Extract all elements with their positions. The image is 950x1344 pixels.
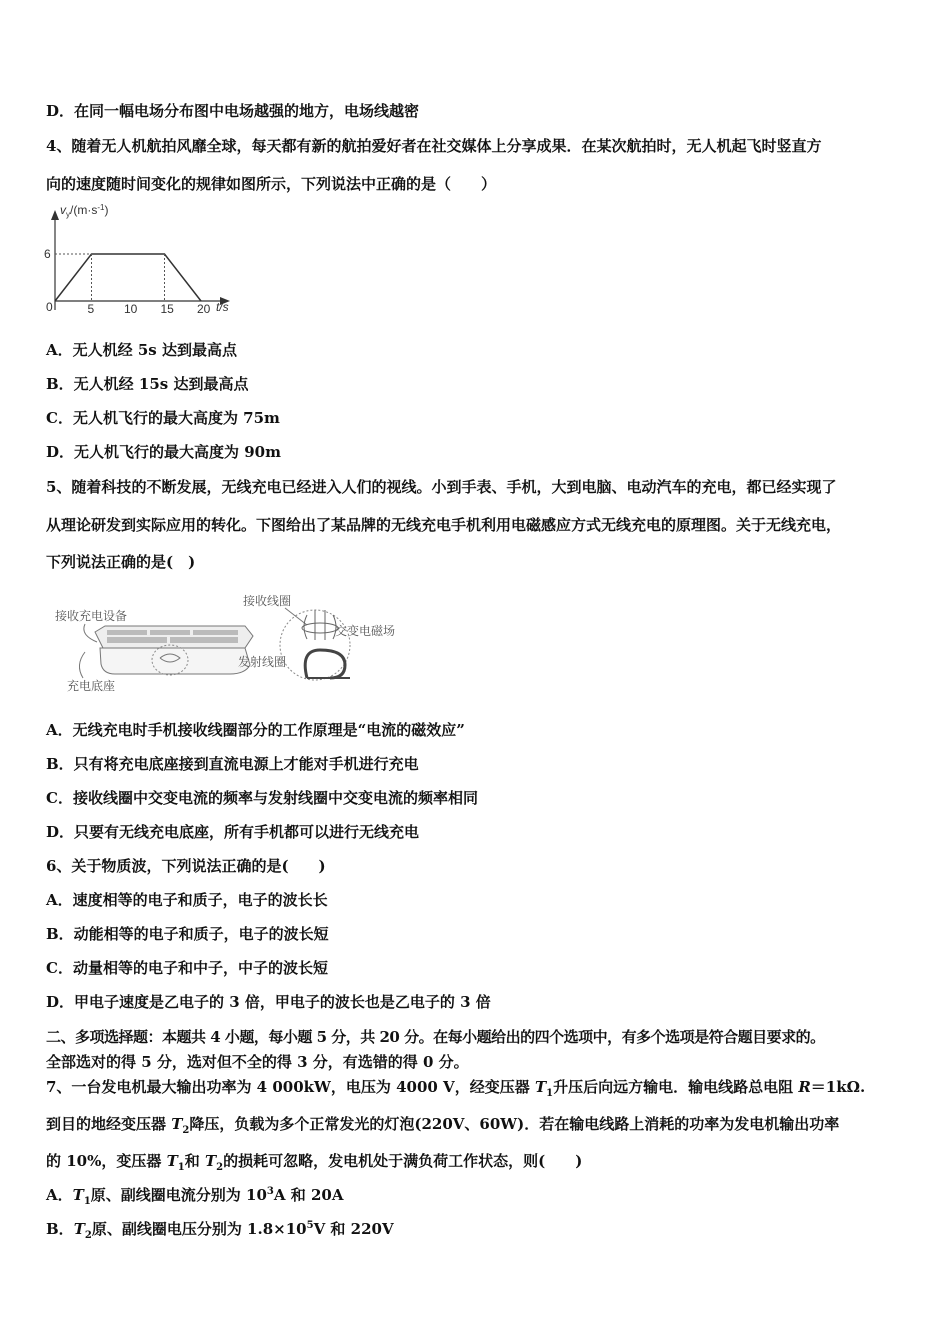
- vt-y-arrow: [51, 210, 59, 220]
- vt-x-tick-label: 15: [160, 302, 174, 316]
- q4-option-d: D．无人机飞行的最大高度为 90m: [46, 443, 281, 461]
- wireless-charger-figure: [45, 590, 395, 695]
- q5-stem-line-3: 下列说法正确的是( ): [46, 553, 196, 571]
- vt-x-tick-label: 5: [87, 302, 95, 316]
- vt-x-label: t/s: [216, 300, 229, 314]
- vt-series-line: [55, 254, 201, 301]
- q7-option-b: B．$T_2$原、副线圈电压分别为 $1.8\times 10^5V$ 和 220V: [46, 1220, 394, 1241]
- q5-stem-line-2: 从理论研发到实际应用的转化。下图给出了某品牌的无线充电手机利用电磁感应方式无线充电的原理图。关于无线充电，: [46, 516, 842, 534]
- section-2-header-line-1: 二、多项选择题：本题共 4 小题，每小题 5 分，共 20 分。在每小题给出的四个选项中，有多个选项是符合题目要求的。: [46, 1028, 825, 1046]
- q5-stem-line-1: 5、随着科技的不断发展，无线充电已经进入人们的视线。小到手表、手机，大到电脑、电动汽车的充电，都已经实现了: [46, 478, 837, 496]
- q7-stem-line-2: 到目的地经变压器 $T_2$降压，负载为多个正常发光的灯泡(220V、60W)．若在输电线路上消耗的功率为发电机输出功率: [46, 1115, 840, 1136]
- vt-graph: [40, 198, 255, 323]
- label-receiving-coil: 接收线圈: [243, 594, 292, 608]
- q4-option-c: C．无人机飞行的最大高度为 75m: [46, 409, 280, 427]
- q4-stem-line-1: 4、随着无人机航拍风靡全球，每天都有新的航拍爱好者在社交媒体上分享成果．在某次航拍时，无人机起飞时竖直方: [46, 137, 822, 155]
- vt-x-tick-label: 20: [197, 302, 211, 316]
- label-receiving-device: 接收充电设备: [55, 609, 128, 623]
- q7-option-a: A．$T_1$原、副线圈电流分别为 $10^3A$ 和 20A: [46, 1186, 344, 1207]
- q6-stem: 6、关于物质波，下列说法正确的是( ): [46, 857, 326, 875]
- vt-x-tick-label: 10: [124, 302, 138, 316]
- label-charging-base: 充电底座: [67, 679, 116, 693]
- q5-option-c: C．接收线圈中交变电流的频率与发射线圈中交变电流的频率相同: [46, 789, 478, 807]
- q7-stem-line-1: 7、一台发电机最大输出功率为 4 000kW，电压为 4000 V，经变压器 $T_1$升压后向远方输电．输电线路总电阻 R＝1kΩ.: [46, 1078, 866, 1099]
- q7-stem-line-3: 的 10%，变压器 $T_1$和 $T_2$的损耗可忽略，发电机处于满负荷工作状态，则( ): [46, 1152, 583, 1173]
- q3-option-d: D．在同一幅电场分布图中电场越强的地方，电场线越密: [46, 102, 420, 120]
- q4-option-a: A．无人机经 5s 达到最高点: [46, 341, 237, 359]
- vt-origin-label: 0: [46, 300, 53, 314]
- q5-option-b: B．只有将充电底座接到直流电源上才能对手机进行充电: [46, 755, 419, 773]
- q6-option-b: B．动能相等的电子和质子，电子的波长短: [46, 925, 329, 943]
- label-transmitting-coil: 发射线圈: [238, 655, 287, 669]
- transmitting-coil: [305, 650, 345, 678]
- q5-option-a: A．无线充电时手机接收线圈部分的工作原理是“电流的磁效应”: [46, 721, 465, 739]
- q6-option-c: C．动量相等的电子和中子，中子的波长短: [46, 959, 328, 977]
- q5-option-d: D．只要有无线充电底座，所有手机都可以进行无线充电: [46, 823, 420, 841]
- vt-y-label: $v_y/(m\cdot s^{-1})$: [60, 203, 109, 219]
- q4-stem-line-2: 向的速度随时间变化的规律如图所示，下列说法中正确的是（ ）: [46, 175, 497, 193]
- vt-y-tick-label: 6: [44, 247, 51, 262]
- q6-option-a: A．速度相等的电子和质子，电子的波长长: [46, 891, 328, 909]
- label-alternating-field: 交变电磁场: [335, 624, 395, 638]
- section-2-header-line-2: 全部选对的得 5 分，选对但不全的得 3 分，有选错的得 0 分。: [46, 1053, 469, 1071]
- q4-option-b: B．无人机经 15s 达到最高点: [46, 375, 249, 393]
- q6-option-d: D．甲电子速度是乙电子的 3 倍，甲电子的波长也是乙电子的 3 倍: [46, 993, 491, 1011]
